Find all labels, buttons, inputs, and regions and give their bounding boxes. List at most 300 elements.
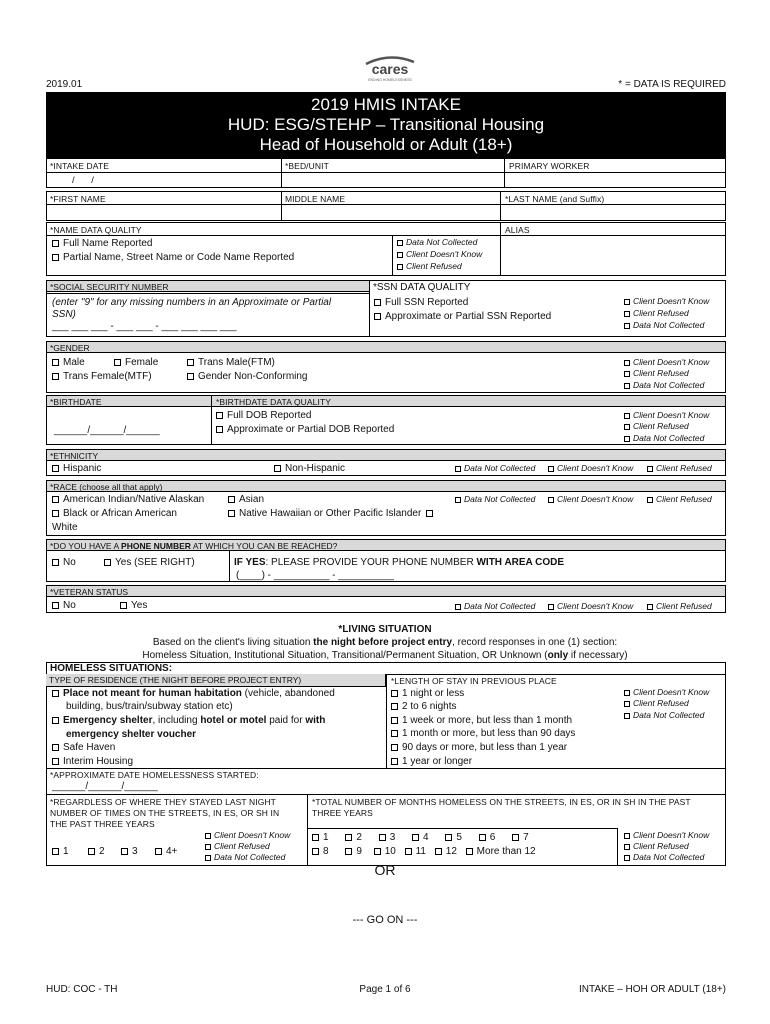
res1-rest: (vehicle, abandoned <box>241 688 335 699</box>
res2-bold: Emergency shelter <box>63 715 153 726</box>
phone-question-pre: *DO YOU HAVE A <box>50 541 122 551</box>
dnc-label: Data Not Collected <box>464 463 536 473</box>
ssn-opt-partial[interactable] <box>374 311 551 322</box>
length-stay-label: *LENGTH OF STAY IN PREVIOUS PLACE <box>391 676 557 686</box>
checkbox-icon <box>405 848 412 855</box>
living-line1-bold: the night before project entry <box>313 637 453 648</box>
phone-question-post: AT WHICH YOU CAN BE REACHED? <box>190 541 338 551</box>
race-black-label: Black or African American <box>63 508 177 519</box>
checkbox-icon <box>647 466 653 472</box>
dnc-label: Data Not Collected <box>464 601 536 611</box>
first-name-label: *FIRST NAME <box>50 194 106 204</box>
checkbox-icon <box>216 426 223 433</box>
veteran-yes-label: Yes <box>131 600 148 611</box>
eth-cdk[interactable] <box>548 463 633 473</box>
type-residence-header <box>46 674 386 686</box>
months-label-2: THREE YEARS <box>312 808 373 818</box>
times-4plus-label: 4+ <box>166 846 178 857</box>
checkbox-icon <box>391 730 398 737</box>
dob-opt-full-label: Full DOB Reported <box>227 410 312 421</box>
or-separator: OR <box>374 862 396 878</box>
months-row-1 <box>312 832 529 843</box>
name-opt-partial-label: Partial Name, Street Name or Code Name Reported <box>63 252 295 263</box>
month-label: 1 <box>323 832 329 843</box>
month-label: 6 <box>489 832 496 843</box>
footer-right: INTAKE – HOH OR ADULT (18+) <box>579 984 726 995</box>
dob-opt-full[interactable] <box>216 410 311 421</box>
cr-label: Client Refused <box>406 261 462 271</box>
month-label: 7 <box>523 832 529 843</box>
race-white-label: White <box>52 522 78 533</box>
type-residence-label: TYPE OF RESIDENCE (THE NIGHT BEFORE PROJECT ENTRY) <box>49 675 302 685</box>
checkbox-icon <box>52 690 59 697</box>
title-line-1: 2019 HMIS INTAKE <box>311 95 461 114</box>
bed-unit-label: *BED/UNIT <box>285 161 329 171</box>
first-name-field[interactable] <box>48 206 279 219</box>
checkbox-icon <box>397 240 403 246</box>
gender-male[interactable] <box>52 357 85 368</box>
phone-provide-label: : PLEASE PROVIDE YOUR PHONE NUMBER <box>265 557 477 568</box>
cr-label: Client Refused <box>656 601 712 611</box>
dnc-label: Data Not Collected <box>406 237 478 247</box>
times-opt-3[interactable] <box>121 846 138 857</box>
times-2-label: 2 <box>99 846 105 857</box>
phone-no[interactable] <box>52 557 76 568</box>
veteran-label: *VETERAN STATUS <box>50 587 129 597</box>
months-row-2 <box>312 846 536 857</box>
race-black[interactable] <box>52 508 177 519</box>
phone-yes-label: Yes (SEE RIGHT) <box>115 557 195 568</box>
gender-trans-male-label: Trans Male(FTM) <box>198 357 275 368</box>
months-opt-3[interactable] <box>379 832 396 843</box>
checkbox-icon <box>228 510 235 517</box>
month-label: 11 <box>415 846 426 857</box>
gender-trans-female-label: Trans Female(MTF) <box>63 371 152 382</box>
name-dq-label: *NAME DATA QUALITY <box>50 225 142 235</box>
living-title: *LIVING SITUATION <box>338 624 432 635</box>
checkbox-icon <box>624 855 630 861</box>
last-name-field[interactable] <box>502 206 724 219</box>
ssn-hint-2: SSN) <box>52 309 76 320</box>
checkbox-icon <box>624 383 630 389</box>
checkbox-icon <box>624 844 630 850</box>
len-1-night[interactable] <box>391 688 464 699</box>
bed-unit-field[interactable] <box>283 174 502 187</box>
primary-worker-label: PRIMARY WORKER <box>509 161 590 171</box>
months-opt-9[interactable] <box>345 846 362 857</box>
cdk-label: Client Doesn't Know <box>214 830 291 840</box>
race-asian[interactable] <box>228 494 264 505</box>
race-american-indian-label: American Indian/Native Alaskan <box>63 494 205 505</box>
month-label: 12 <box>445 846 457 857</box>
months-label-1: *TOTAL NUMBER OF MONTHS HOMELESS ON THE STREETS, IN ES, OR IN SH IN THE PAST <box>312 797 691 807</box>
len6-label: 1 year or longer <box>402 756 473 767</box>
ssn-cdk[interactable] <box>624 296 709 306</box>
checkbox-icon <box>647 604 653 610</box>
checkbox-icon <box>624 701 630 707</box>
checkbox-icon <box>312 834 319 841</box>
len-90-days[interactable] <box>391 742 567 753</box>
checkbox-icon <box>391 690 398 697</box>
checkbox-icon <box>624 311 630 317</box>
res2-mid2: paid for <box>266 715 306 726</box>
checkbox-icon <box>624 424 630 430</box>
race-native-hawaiian[interactable] <box>228 508 437 519</box>
gender-male-label: Male <box>63 357 85 368</box>
title-line-3: Head of Household or Adult (18+) <box>259 135 513 154</box>
checkbox-icon <box>345 834 352 841</box>
approx-date-label: *APPROXIMATE DATE HOMELESSNESS STARTED: <box>50 770 259 780</box>
gender-label: *GENDER <box>50 343 90 353</box>
checkbox-icon <box>624 323 630 329</box>
eth-cr[interactable] <box>647 463 712 473</box>
ssn-opt-partial-label: Approximate or Partial SSN Reported <box>385 311 552 322</box>
checkbox-icon <box>548 497 554 503</box>
gender-trans-female[interactable] <box>52 371 152 382</box>
checkbox-icon <box>391 744 398 751</box>
len-dnc[interactable] <box>624 710 704 720</box>
checkbox-icon <box>624 833 630 839</box>
times-label-1: *REGARDLESS OF WHERE THEY STAYED LAST NIGHT <box>50 797 276 807</box>
approx-date-input[interactable]: ______/______/______ <box>52 781 158 792</box>
res1-line2: building, bus/train/subway station etc) <box>66 701 233 712</box>
times-3-label: 3 <box>132 846 138 857</box>
title-line-2: HUD: ESG/STEHP – Transitional Housing <box>227 115 545 134</box>
checkbox-icon <box>52 465 59 472</box>
months-opt-12[interactable] <box>435 846 457 857</box>
res-interim-housing[interactable] <box>52 756 133 767</box>
checkbox-icon <box>624 713 630 719</box>
checkbox-icon <box>52 602 59 609</box>
vet-cr[interactable] <box>647 601 712 611</box>
veteran-yes[interactable] <box>120 600 147 611</box>
eth-dnc[interactable] <box>455 463 535 473</box>
dnc-label: Data Not Collected <box>633 433 705 443</box>
checkbox-icon <box>52 559 59 566</box>
cdk-label: Client Doesn't Know <box>406 249 483 259</box>
times-opt-4plus[interactable] <box>155 846 177 857</box>
checkbox-icon <box>391 703 398 710</box>
checkbox-icon <box>379 834 386 841</box>
dob-cdk[interactable] <box>624 410 709 420</box>
months-cr[interactable] <box>624 841 689 851</box>
res4-label: Interim Housing <box>63 756 134 767</box>
cdk-label: Client Doesn't Know <box>557 463 634 473</box>
required-note: * = DATA IS REQUIRED <box>618 79 726 90</box>
len-cdk[interactable] <box>624 687 709 697</box>
res2-bold2: hotel or motel <box>200 715 267 726</box>
name-opt-full-label: Full Name Reported <box>63 238 153 249</box>
dob-opt-partial[interactable] <box>216 424 394 435</box>
months-dnc[interactable] <box>624 852 704 862</box>
checkbox-icon <box>391 717 398 724</box>
cr-label: Client Refused <box>214 841 270 851</box>
month-label: More than 12 <box>476 846 536 857</box>
months-opt-10[interactable] <box>374 846 396 857</box>
res-emergency-shelter[interactable] <box>52 715 325 726</box>
checkbox-icon <box>155 848 162 855</box>
times-opt-2[interactable] <box>88 846 105 857</box>
months-opt-4[interactable] <box>412 832 429 843</box>
months-opt-more-than-12[interactable] <box>466 846 536 857</box>
eth-non-hispanic-label: Non-Hispanic <box>285 463 346 474</box>
checkbox-icon <box>52 758 59 765</box>
birthdate-label: *BIRTHDATE <box>50 397 102 407</box>
living-line2-post: if necessary) <box>568 650 628 661</box>
times-1-label: 1 <box>63 846 69 857</box>
name-opt-full[interactable] <box>52 238 152 249</box>
veteran-no[interactable] <box>52 600 76 611</box>
checkbox-icon <box>88 848 95 855</box>
checkbox-icon <box>445 834 452 841</box>
len-cr[interactable] <box>624 698 689 708</box>
name-cr[interactable] <box>397 261 462 271</box>
gender-female[interactable] <box>114 357 158 368</box>
veteran-no-label: No <box>63 600 76 611</box>
checkbox-icon <box>624 299 630 305</box>
eth-hispanic-label: Hispanic <box>63 463 102 474</box>
checkbox-icon <box>374 313 381 320</box>
cr-label: Client Refused <box>633 698 689 708</box>
checkbox-icon <box>187 373 194 380</box>
phone-number-input[interactable]: (____) - __________ - __________ <box>236 570 394 581</box>
cr-label: Client Refused <box>633 421 689 431</box>
gender-trans-male[interactable] <box>187 357 275 368</box>
race-cr[interactable] <box>647 494 712 504</box>
len5-label: 90 days or more, but less than 1 year <box>402 742 568 753</box>
month-label: 3 <box>389 832 396 843</box>
dnc-label: Data Not Collected <box>633 852 705 862</box>
race-cdk[interactable] <box>548 494 633 504</box>
checkbox-icon <box>397 264 403 270</box>
checkbox-icon <box>391 758 398 765</box>
primary-worker-field[interactable] <box>506 174 724 187</box>
gender-dnc[interactable] <box>624 380 704 390</box>
ssn-cr[interactable] <box>624 308 689 318</box>
checkbox-icon <box>312 848 319 855</box>
gender-nonconforming[interactable] <box>187 371 308 382</box>
checkbox-icon <box>548 466 554 472</box>
months-opt-2[interactable] <box>345 832 362 843</box>
month-label: 10 <box>384 846 396 857</box>
checkbox-icon <box>187 359 194 366</box>
vet-dnc[interactable] <box>455 601 535 611</box>
logo-subtext: ENDING HOMELESSNESS <box>368 78 412 82</box>
title-banner <box>46 92 726 158</box>
race-native-hawaiian-label: Native Hawaiian or Other Pacific Islander <box>239 508 422 519</box>
living-line2-pre: Homeless Situation, Institutional Situation, Transitional/Permanent Situation, OR Unknown ( <box>142 650 548 661</box>
dob-cr[interactable] <box>624 421 689 431</box>
len-1-year[interactable] <box>391 756 472 767</box>
cdk-label: Client Doesn't Know <box>557 601 634 611</box>
homeless-header: HOMELESS SITUATIONS: <box>50 663 173 674</box>
cr-label: Client Refused <box>633 308 689 318</box>
len-1-week[interactable] <box>391 715 572 726</box>
go-on: --- GO ON --- <box>352 914 418 926</box>
dnc-label: Data Not Collected <box>214 852 286 862</box>
checkbox-icon <box>205 844 211 850</box>
race-white-checkbox-icon[interactable] <box>426 510 433 517</box>
checkbox-icon <box>228 496 235 503</box>
len3-label: 1 week or more, but less than 1 month <box>402 715 573 726</box>
times-cdk[interactable] <box>205 830 290 840</box>
phone-question-bold: PHONE NUMBER <box>121 541 191 551</box>
checkbox-icon <box>121 848 128 855</box>
res-safe-haven[interactable] <box>52 742 115 753</box>
with-area-code-label: WITH AREA CODE <box>476 557 565 568</box>
dnc-label: Data Not Collected <box>633 710 705 720</box>
checkbox-icon <box>624 690 630 696</box>
res-place-not-meant[interactable] <box>52 688 335 699</box>
cr-label: Client Refused <box>633 368 689 378</box>
times-dnc[interactable] <box>205 852 285 862</box>
ssn-dnc[interactable] <box>624 320 704 330</box>
ssn-label: *SOCIAL SECURITY NUMBER <box>50 282 169 292</box>
checkbox-icon <box>274 465 281 472</box>
month-label: 5 <box>456 832 462 843</box>
cdk-label: Client Doesn't Know <box>633 357 710 367</box>
footer-center: Page 1 of 6 <box>359 984 411 995</box>
race-label: *RACE (choose all that apply) <box>50 482 163 492</box>
dob-dnc[interactable] <box>624 433 704 443</box>
living-instructions-1 <box>0 637 770 648</box>
alias-field[interactable] <box>502 237 724 274</box>
checkbox-icon <box>205 833 211 839</box>
times-label-3: THE PAST THREE YEARS <box>50 819 155 829</box>
ethnicity-label: *ETHNICITY <box>50 451 99 461</box>
checkbox-icon <box>624 413 630 419</box>
footer-left: HUD: COC - TH <box>46 984 118 995</box>
birthdate-dq-label: *BIRTHDATE DATA QUALITY <box>216 397 332 407</box>
checkbox-icon <box>412 834 419 841</box>
name-cdk[interactable] <box>397 249 482 259</box>
living-line1-pre: Based on the client's living situation <box>152 637 314 648</box>
len-1-month[interactable] <box>391 728 575 739</box>
checkbox-icon <box>548 604 554 610</box>
living-line1-post: , record responses in one (1) section: <box>452 637 618 648</box>
res3-label: Safe Haven <box>63 742 116 753</box>
checkbox-icon <box>104 559 111 566</box>
name-opt-partial[interactable] <box>52 252 294 263</box>
checkbox-icon <box>52 240 59 247</box>
cdk-label: Client Doesn't Know <box>633 296 710 306</box>
res1-bold: Place not meant for human habitation <box>63 688 242 699</box>
race-american-indian[interactable] <box>52 494 204 505</box>
res2-mid: , including <box>152 715 201 726</box>
form-version: 2019.01 <box>46 79 83 90</box>
ssn-input[interactable]: ___ ___ ___ - ___ ___ - ___ ___ ___ ___ <box>52 321 237 332</box>
checkbox-icon <box>52 496 59 503</box>
checkbox-icon <box>52 510 59 517</box>
month-label: 2 <box>356 832 362 843</box>
eth-non-hispanic[interactable] <box>274 463 345 474</box>
checkbox-icon <box>512 834 519 841</box>
cares-logo <box>360 50 420 84</box>
last-name-label: *LAST NAME (and Suffix) <box>505 194 605 204</box>
dnc-label: Data Not Collected <box>633 320 705 330</box>
months-cdk[interactable] <box>624 830 709 840</box>
checkbox-icon <box>52 373 59 380</box>
cr-label: Client Refused <box>633 841 689 851</box>
cdk-label: Client Doesn't Know <box>633 830 710 840</box>
ssn-dq-label: *SSN DATA QUALITY <box>373 282 471 293</box>
race-asian-label: Asian <box>239 494 265 505</box>
ssn-opt-full-label: Full SSN Reported <box>385 297 469 308</box>
res2-line2: emergency shelter voucher <box>66 729 197 740</box>
eth-hispanic[interactable] <box>52 463 101 474</box>
gender-cdk[interactable] <box>624 357 709 367</box>
living-line2-bold: only <box>547 650 569 661</box>
ssn-hint-1: (enter "9" for any missing numbers in an Approximate or Partial <box>52 297 332 308</box>
checkbox-icon <box>397 252 403 258</box>
middle-name-field[interactable] <box>283 206 498 219</box>
checkbox-icon <box>466 848 473 855</box>
times-label-2: NUMBER OF TIMES ON THE STREETS, IN ES, OR SH IN <box>50 808 280 818</box>
cr-label: Client Refused <box>656 463 712 473</box>
len2-label: 2 to 6 nights <box>402 701 457 712</box>
times-cr[interactable] <box>205 841 270 851</box>
checkbox-icon <box>624 371 630 377</box>
phone-yes[interactable] <box>104 557 195 568</box>
birthdate-input[interactable]: ______/______/______ <box>54 425 160 436</box>
logo-text: cares <box>371 61 409 77</box>
months-opt-6[interactable] <box>479 832 496 843</box>
checkbox-icon <box>216 412 223 419</box>
intake-date-field[interactable]: / / <box>72 175 94 186</box>
checkbox-icon <box>624 436 630 442</box>
cr-label: Client Refused <box>656 494 712 504</box>
month-label: 8 <box>323 846 329 857</box>
checkbox-icon <box>455 604 461 610</box>
checkbox-icon <box>205 855 211 861</box>
checkbox-icon <box>52 359 59 366</box>
name-dnc[interactable] <box>397 237 477 247</box>
middle-name-label: MIDDLE NAME <box>285 194 346 204</box>
if-yes-label: IF YES <box>234 557 266 568</box>
dnc-label: Data Not Collected <box>464 494 536 504</box>
ssn-opt-full[interactable] <box>374 297 468 308</box>
gender-female-label: Female <box>125 357 159 368</box>
checkbox-icon <box>374 848 381 855</box>
months-opt-7[interactable] <box>512 832 529 843</box>
gender-cr[interactable] <box>624 368 689 378</box>
checkbox-icon <box>52 717 59 724</box>
checkbox-icon <box>455 466 461 472</box>
ssn-header <box>46 280 369 292</box>
vet-cdk[interactable] <box>548 601 633 611</box>
race-dnc[interactable] <box>455 494 535 504</box>
month-label: 9 <box>356 846 362 857</box>
cdk-label: Client Doesn't Know <box>633 687 710 697</box>
times-opt-1[interactable] <box>52 846 69 857</box>
phone-instructions <box>234 557 564 568</box>
checkbox-icon <box>345 848 352 855</box>
cdk-label: Client Doesn't Know <box>633 410 710 420</box>
intake-date-label: *INTAKE DATE <box>50 161 109 171</box>
month-label: 4 <box>423 832 429 843</box>
len1-label: 1 night or less <box>402 688 465 699</box>
checkbox-icon <box>479 834 486 841</box>
checkbox-icon <box>120 602 127 609</box>
months-opt-5[interactable] <box>445 832 462 843</box>
len-2-6-nights[interactable] <box>391 701 456 712</box>
dob-opt-partial-label: Approximate or Partial DOB Reported <box>227 424 395 435</box>
months-opt-8[interactable] <box>312 846 329 857</box>
living-instructions-2 <box>0 650 770 661</box>
months-opt-1[interactable] <box>312 832 329 843</box>
len4-label: 1 month or more, but less than 90 days <box>402 728 576 739</box>
months-opt-11[interactable] <box>405 846 426 857</box>
